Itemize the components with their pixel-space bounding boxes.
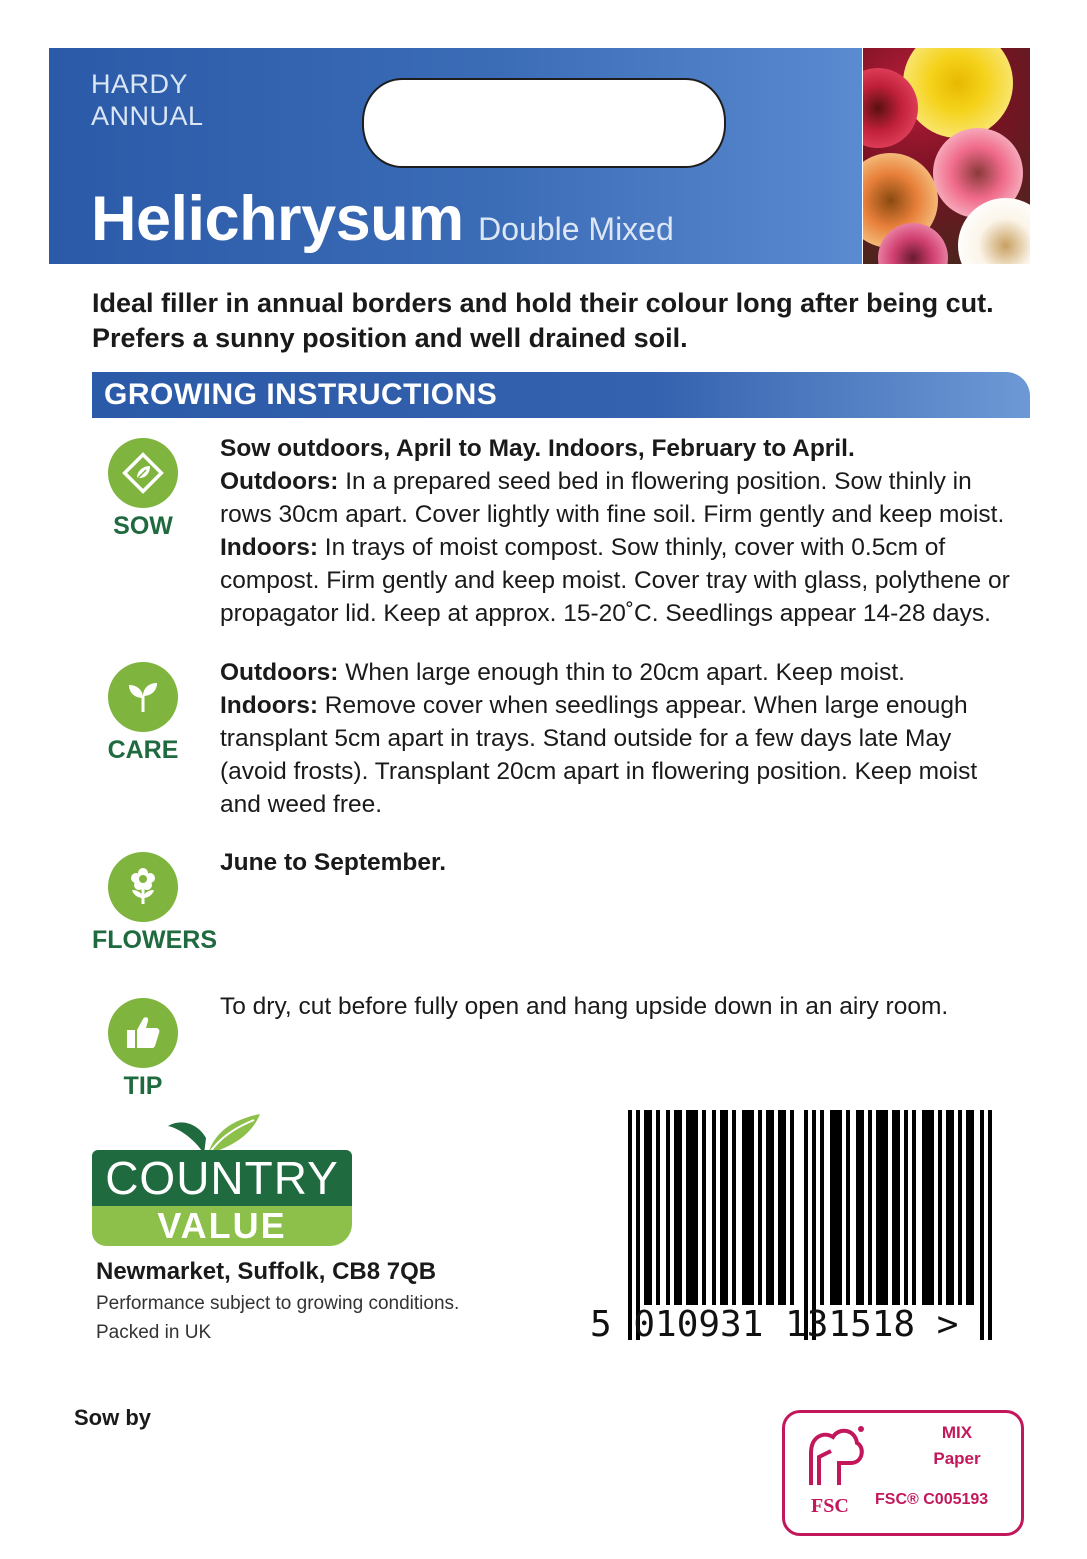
header-band: [49, 48, 862, 264]
brand-logo: [92, 1108, 352, 1248]
step-text-flowers: [220, 846, 1020, 879]
sow-by-label: Sow by: [74, 1405, 152, 1430]
hang-tab-slot: [362, 78, 726, 168]
step-label-care: CARE: [107, 736, 179, 764]
sow-indoors-label: Indoors:: [220, 534, 318, 561]
brand-name-line-2: VALUE: [92, 1206, 352, 1246]
performance-disclaimer: Performance subject to growing conditions.: [96, 1293, 460, 1314]
fsc-wordmark: FSC: [811, 1495, 849, 1517]
barcode-number: 5 010931 131518 >: [590, 1304, 959, 1345]
category-line-1: HARDY: [91, 69, 189, 99]
product-variety: Double Mixed: [478, 211, 674, 247]
tip-text: To dry, cut before fully open and hang upside down in an airy room.: [220, 993, 949, 1020]
seedling-icon: [108, 662, 178, 732]
step-label-tip: TIP: [123, 1072, 163, 1100]
flower-icon: [108, 852, 178, 922]
packed-origin: Packed in UK: [96, 1322, 212, 1343]
section-header-bar: [92, 372, 1030, 418]
sow-outdoors-text: In a prepared seed bed in flowering position. Sow thinly in rows 30cm apart. Cover lightly with fine soil. Firm gently and keep moist.: [220, 468, 1005, 528]
fsc-mix: MIX: [941, 1423, 973, 1442]
product-title-row: [91, 183, 674, 255]
product-title: Helichrysum: [91, 184, 464, 254]
product-description: [92, 286, 1012, 356]
seed-packet-icon: [108, 438, 178, 508]
fsc-license-code: FSC® C005193: [875, 1491, 989, 1508]
sow-indoors-text: In trays of moist compost. Sow thinly, cover with 0.5cm of compost. Firm gently and keep moist. Cover tray with glass, polythene or propagator lid. Keep at approx. 15-20˚C. Seedlings appear 14-28 days.: [220, 534, 1010, 627]
step-text-tip: [220, 990, 1020, 1023]
care-outdoors-text: When large enough thin to 20cm apart. Keep moist.: [338, 659, 905, 686]
description-line-2: Prefers a sunny position and well drained soil.: [92, 323, 688, 353]
fsc-label: [782, 1410, 1024, 1536]
fsc-tree-icon: [805, 1423, 865, 1491]
step-label-flowers: FLOWERS: [92, 926, 217, 954]
flowers-heading: June to September.: [220, 849, 447, 876]
step-text-care: [220, 656, 1020, 821]
fsc-paper: Paper: [933, 1449, 981, 1468]
step-text-sow: [220, 432, 1020, 630]
sow-heading: Sow outdoors, April to May. Indoors, February to April.: [220, 435, 855, 462]
brand-name-line-1: COUNTRY: [92, 1150, 352, 1206]
step-label-sow: SOW: [113, 512, 173, 540]
company-address: Newmarket, Suffolk, CB8 7QB: [96, 1258, 437, 1285]
section-title: GROWING INSTRUCTIONS: [104, 378, 498, 411]
care-outdoors-label: Outdoors:: [220, 659, 339, 686]
sow-outdoors-label: Outdoors:: [220, 468, 339, 495]
description-line-1: Ideal filler in annual borders and hold their colour long after being cut.: [92, 288, 994, 318]
flower-photo: [863, 48, 1030, 264]
leaf-icon: [164, 1108, 264, 1154]
care-indoors-label: Indoors:: [220, 692, 318, 719]
care-indoors-text: Remove cover when seedlings appear. When large enough transplant 5cm apart in trays. Stand outside for a few days late May (avoid frosts). Transplant 20cm apart in flowering position. Keep moist and weed free.: [220, 692, 978, 818]
category-line-2: ANNUAL: [91, 101, 204, 131]
thumbs-up-icon: [108, 998, 178, 1068]
plant-category: [91, 68, 204, 132]
